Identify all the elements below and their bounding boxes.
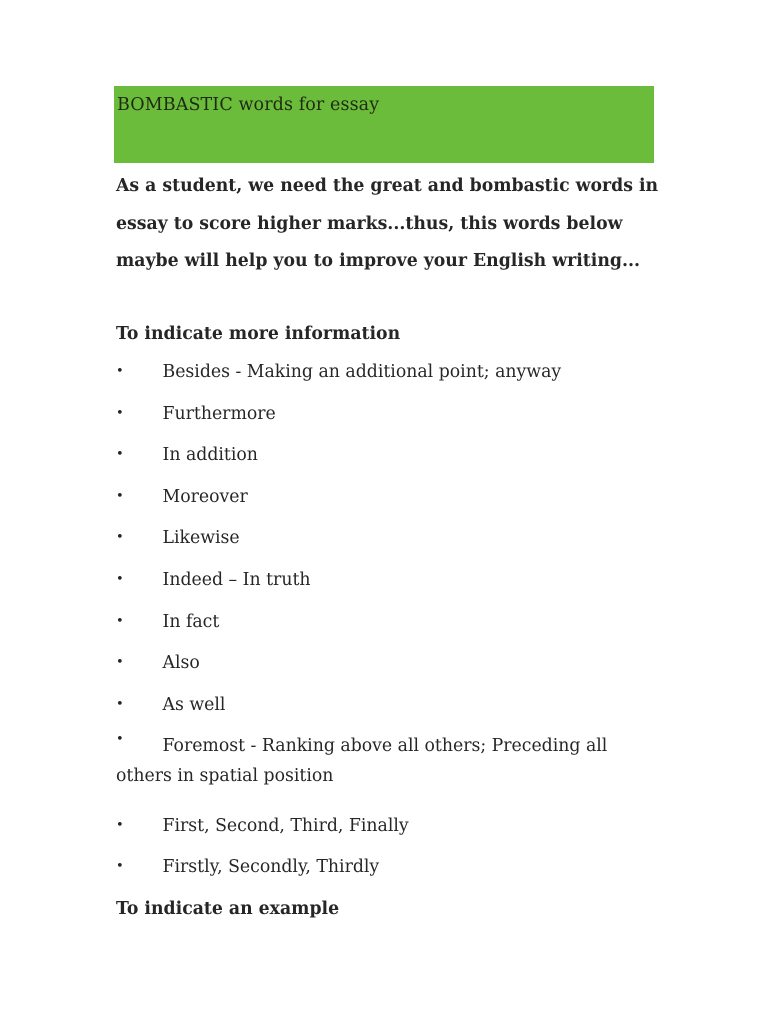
intro-paragraph [116, 168, 676, 281]
bullet-icon: • [116, 613, 124, 629]
list-item-text: Foremost - Ranking above all others; Preceding all [162, 735, 608, 756]
bullet-list [116, 360, 676, 897]
bullet-icon: • [116, 405, 124, 421]
list-item [116, 443, 676, 467]
list-item-text: In fact [162, 611, 220, 632]
list-item-text: Indeed – In truth [162, 569, 311, 590]
document-title: BOMBASTIC words for essay [117, 95, 380, 115]
list-item [116, 568, 676, 592]
bullet-icon: • [116, 571, 124, 587]
list-item-text: First, Second, Third, Finally [162, 815, 409, 836]
list-item [116, 855, 676, 879]
list-item-continuation: others in spatial position [116, 766, 334, 787]
list-item [116, 526, 676, 550]
list-item-text: Moreover [162, 486, 248, 507]
intro-line: maybe will help you to improve your English writing... [116, 251, 641, 271]
bullet-icon: • [116, 364, 124, 379]
list-item [116, 651, 676, 675]
list-item [116, 402, 676, 426]
list-item [116, 485, 676, 509]
section-heading: To indicate more information [116, 324, 401, 344]
intro-line: As a student, we need the great and bombastic words in [116, 176, 659, 196]
bullet-icon: • [116, 817, 124, 833]
intro-line: essay to score higher marks...thus, this words below [116, 213, 623, 234]
list-item-text: As well [162, 694, 226, 715]
list-item [116, 814, 676, 838]
list-item [116, 693, 676, 717]
list-item-text: Besides - Making an additional point; anyway [162, 362, 562, 382]
list-item-text: Also [162, 653, 200, 674]
list-item-text: Likewise [162, 528, 240, 549]
bullet-icon: • [116, 696, 124, 712]
bullet-icon: • [116, 859, 124, 875]
list-item-text: Firstly, Secondly, Thirdly [162, 857, 380, 878]
list-item-text: Furthermore [162, 403, 276, 424]
list-item [116, 360, 676, 384]
title-banner [114, 86, 654, 163]
bullet-icon: • [116, 530, 124, 546]
bullet-icon: • [116, 447, 124, 463]
bullet-icon: • [116, 488, 124, 504]
list-item [116, 728, 676, 796]
bullet-icon: • [116, 731, 124, 747]
section-heading: To indicate an example [116, 899, 340, 919]
list-item [116, 610, 676, 634]
list-item-text: In addition [162, 445, 258, 466]
bullet-icon: • [116, 655, 124, 671]
